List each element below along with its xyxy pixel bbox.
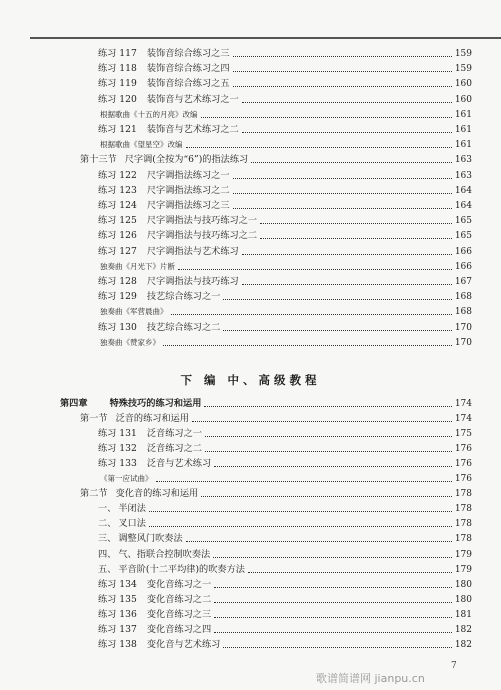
toc-entry <box>60 397 472 411</box>
entry-title: 技艺综合练习之一 <box>146 291 221 303</box>
entry-label: 练习 118 <box>98 63 137 75</box>
entry-page: 166 <box>454 246 472 257</box>
toc-entry <box>98 123 472 137</box>
entry-title: 独奏曲《赞家乡》 <box>100 337 160 347</box>
toc-entry <box>98 608 472 622</box>
entry-label: 练习 138 <box>98 638 137 650</box>
toc-entry <box>100 138 472 152</box>
dot-leader <box>233 192 452 194</box>
entry-title: 平音阶(十二平均律)的吹奏方法 <box>118 563 245 575</box>
entry-label: 三、 <box>98 533 117 545</box>
entry-title: 装饰音综合练习之五 <box>146 78 230 90</box>
page-number: 7 <box>451 661 457 671</box>
entry-title: 技艺综合练习之二 <box>146 321 221 333</box>
entry-label: 练习 135 <box>98 593 137 605</box>
watermark: 歌谱简谱网 jianpu.cn <box>316 672 425 685</box>
entry-page: 161 <box>454 125 472 135</box>
entry-title: 尺字调(全按为“6”)的指法练习 <box>124 154 249 166</box>
entry-page: 161 <box>454 109 472 120</box>
entry-page: 182 <box>454 639 472 650</box>
toc-entry <box>98 321 472 335</box>
entry-title: 半闭法 <box>118 503 146 515</box>
entry-page: 175 <box>454 429 472 440</box>
entry-label: 练习 128 <box>98 276 137 287</box>
entry-page: 179 <box>454 549 472 560</box>
entry-page: 178 <box>454 534 472 545</box>
toc-entry <box>98 93 472 107</box>
dot-leader <box>149 525 452 527</box>
dot-leader <box>248 571 452 573</box>
toc-entry <box>100 305 472 319</box>
dot-leader <box>201 495 452 497</box>
toc-entry <box>98 532 472 546</box>
entry-page: 164 <box>454 185 472 196</box>
dot-leader <box>149 510 452 512</box>
entry-label: 练习 126 <box>98 230 137 242</box>
toc-entry <box>100 260 472 274</box>
dot-leader <box>223 298 451 300</box>
dot-leader <box>178 268 452 270</box>
entry-title: 装饰音与艺术练习之二 <box>146 124 239 135</box>
entry-label: 第一节 <box>80 413 108 425</box>
entry-label: 第二节 <box>80 488 108 500</box>
entry-title: 《第一应试曲》 <box>100 474 153 484</box>
dot-leader <box>186 540 452 542</box>
toc-entry <box>98 47 472 61</box>
entry-title: 根据歌曲《十五的月亮》改编 <box>100 109 198 119</box>
entry-page: 165 <box>454 231 472 242</box>
dot-leader <box>214 465 452 467</box>
part-title: 下 编 中、高级教程 <box>180 373 321 387</box>
entry-page: 160 <box>454 94 472 105</box>
entry-title: 变化音练习之三 <box>146 608 212 620</box>
toc-entry <box>98 578 472 592</box>
dot-leader <box>242 253 452 255</box>
entry-label: 第十三节 <box>80 154 117 166</box>
entry-label: 练习 130 <box>98 321 137 333</box>
toc-entry <box>98 245 472 259</box>
toc-entry <box>98 457 472 471</box>
entry-page: 159 <box>454 49 472 59</box>
dot-leader <box>260 222 452 224</box>
entry-page: 165 <box>454 216 472 227</box>
toc-entry <box>98 199 472 213</box>
dot-leader <box>223 646 451 648</box>
dot-leader <box>156 480 452 482</box>
dot-leader <box>214 601 452 603</box>
entry-title: 装饰音与艺术练习之一 <box>146 93 239 105</box>
toc-entry <box>98 548 472 562</box>
entry-label: 练习 133 <box>98 458 137 470</box>
entry-title: 调整风门吹奏法 <box>118 533 183 545</box>
dot-leader <box>186 146 452 148</box>
toc-entry <box>100 108 472 122</box>
dot-leader <box>242 283 452 285</box>
dot-leader <box>233 85 452 87</box>
dot-leader <box>214 616 452 618</box>
entry-page: 166 <box>454 261 472 272</box>
entry-page: 170 <box>454 322 472 333</box>
entry-label: 二、 <box>98 518 117 530</box>
dot-leader <box>163 344 452 346</box>
entry-title: 尺字调指法与技巧练习之一 <box>146 215 258 227</box>
entry-title: 尺字调指法练习之三 <box>146 200 230 211</box>
dot-leader <box>242 101 452 103</box>
entry-label: 练习 132 <box>98 443 137 455</box>
entry-page: 179 <box>454 564 472 575</box>
dot-leader <box>192 420 452 422</box>
entry-page: 174 <box>454 414 472 425</box>
entry-page: 168 <box>454 307 472 318</box>
dot-leader <box>233 207 452 209</box>
entry-page: 170 <box>454 337 472 348</box>
dot-leader <box>233 70 452 72</box>
toc-entry <box>100 472 472 486</box>
entry-title: 尺字调指法与技巧练习 <box>146 276 239 287</box>
entry-title: 装饰音综合练习之四 <box>146 63 230 75</box>
toc-entry <box>98 517 472 531</box>
entry-title: 气、指联合控制吹奏法 <box>118 548 211 560</box>
entry-label: 练习 124 <box>98 200 137 211</box>
toc-entry <box>98 214 472 228</box>
entry-page: 164 <box>454 201 472 211</box>
dot-leader <box>251 161 452 163</box>
entry-page: 161 <box>454 140 472 151</box>
toc-entry <box>98 184 472 198</box>
entry-label: 练习 120 <box>98 93 137 105</box>
entry-page: 176 <box>454 474 472 485</box>
dot-leader <box>214 586 452 588</box>
entry-title: 泛音的练习和运用 <box>115 413 190 425</box>
entry-label: 练习 136 <box>98 608 137 620</box>
entry-label: 练习 121 <box>98 124 137 135</box>
entry-page: 174 <box>454 399 472 409</box>
entry-page: 176 <box>454 444 472 455</box>
entry-title: 变化音的练习和运用 <box>115 488 199 500</box>
dot-leader <box>204 405 451 407</box>
dot-leader <box>242 131 452 133</box>
entry-page: 181 <box>454 609 472 620</box>
toc-entry <box>98 229 472 243</box>
entry-page: 159 <box>454 64 472 75</box>
entry-page: 176 <box>454 459 472 470</box>
toc-entry <box>98 623 472 637</box>
entry-title: 特殊技巧的练习和运用 <box>109 398 202 409</box>
toc-entry <box>98 169 472 183</box>
entry-title: 叉口法 <box>118 518 146 530</box>
entry-page: 178 <box>454 489 472 500</box>
entry-label: 练习 129 <box>98 291 137 303</box>
entry-page: 167 <box>454 277 472 287</box>
entry-page: 163 <box>454 170 472 181</box>
entry-page: 180 <box>454 579 472 590</box>
entry-label: 练习 131 <box>98 428 137 440</box>
toc-entry <box>98 502 472 516</box>
toc-entry <box>80 153 472 167</box>
entry-label: 练习 122 <box>98 169 137 181</box>
dot-leader <box>223 329 451 331</box>
dot-leader <box>233 55 452 57</box>
entry-label: 四、 <box>98 548 117 560</box>
entry-page: 160 <box>454 79 472 90</box>
dot-leader <box>260 237 452 239</box>
toc-entry <box>98 442 472 456</box>
entry-title: 泛音练习之二 <box>146 443 202 455</box>
entry-label: 练习 125 <box>98 215 137 227</box>
toc-entry <box>98 593 472 607</box>
entry-label: 练习 119 <box>98 78 137 90</box>
entry-label: 练习 123 <box>98 184 137 196</box>
entry-page: 180 <box>454 594 472 605</box>
entry-label: 五、 <box>98 563 117 575</box>
entry-label: 第四章 <box>60 398 88 409</box>
dot-leader <box>233 177 452 179</box>
toc-entry <box>98 77 472 91</box>
entry-label: 练习 134 <box>98 578 137 590</box>
toc-entry <box>98 563 472 577</box>
entry-title: 变化音与艺术练习 <box>146 638 221 650</box>
entry-title: 变化音练习之四 <box>146 623 212 635</box>
entry-page: 178 <box>454 519 472 530</box>
toc-entry <box>80 487 472 501</box>
entry-page: 168 <box>454 292 472 303</box>
entry-title: 独奏曲《军营晨曲》 <box>100 307 168 317</box>
entry-label: 练习 137 <box>98 623 137 635</box>
entry-title: 独奏曲《月光下》片断 <box>100 261 175 271</box>
toc-entry <box>98 638 472 652</box>
entry-label: 练习 127 <box>98 245 137 257</box>
entry-page: 163 <box>454 155 472 166</box>
entry-title: 变化音练习之二 <box>146 593 212 605</box>
entry-title: 泛音与艺术练习 <box>146 458 212 470</box>
dot-leader <box>201 116 452 118</box>
toc-entry <box>98 427 472 441</box>
dot-leader <box>205 435 452 437</box>
toc-entry <box>98 62 472 76</box>
entry-label: 练习 117 <box>98 48 137 59</box>
entry-title: 根据歌曲《望星空》改编 <box>100 140 183 150</box>
dot-leader <box>171 313 452 315</box>
dot-leader <box>214 631 452 633</box>
top-rule <box>30 37 501 39</box>
entry-title: 尺字调指法练习之一 <box>146 169 230 181</box>
entry-title: 泛音练习之一 <box>146 428 202 440</box>
entry-title: 变化音练习之一 <box>146 578 212 590</box>
entry-page: 178 <box>454 504 472 515</box>
entry-label: 一、 <box>98 503 117 515</box>
dot-leader <box>205 450 452 452</box>
toc-entry <box>80 412 472 426</box>
entry-title: 尺字调指法练习之二 <box>146 184 230 196</box>
toc-entry <box>98 275 472 289</box>
toc-entry <box>100 336 472 350</box>
entry-title: 尺字调指法与技巧练习之二 <box>146 230 258 242</box>
dot-leader <box>213 556 452 558</box>
entry-page: 182 <box>454 624 472 635</box>
entry-title: 尺字调指法与艺术练习 <box>146 245 239 257</box>
entry-title: 装饰音综合练习之三 <box>146 48 230 59</box>
toc-entry <box>98 290 472 304</box>
